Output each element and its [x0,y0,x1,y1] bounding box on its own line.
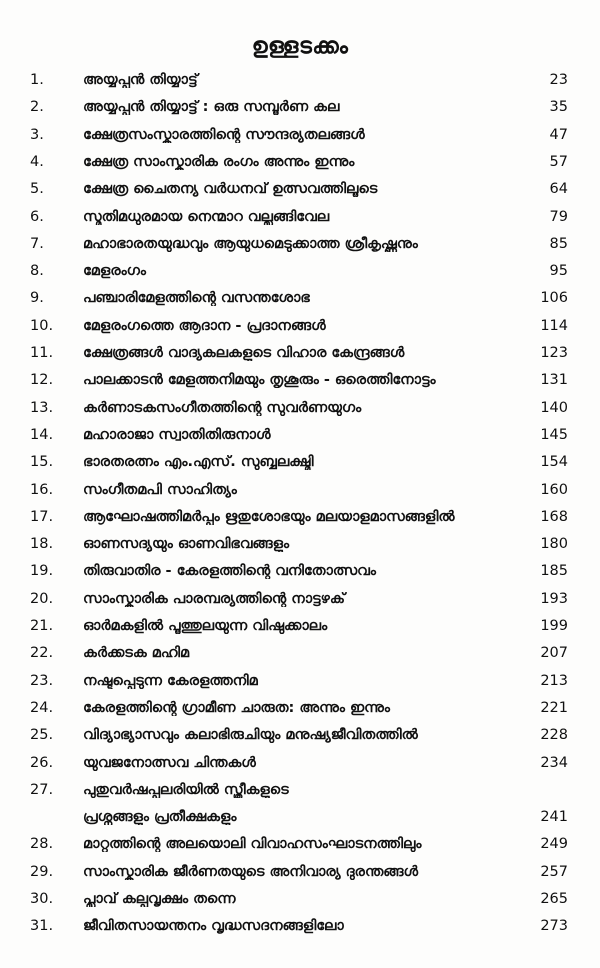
toc-entry-title: സാംസ്കാരിക പാരമ്പര്യത്തിന്റെ നാട്ടഴക് [83,590,345,607]
toc-entry-title: കർക്കടക മഹിമ [83,645,190,662]
toc-entry-page-number: 221 [540,699,568,716]
toc-entry-page-number: 95 [549,263,568,280]
toc-entry-number: 11. [30,345,54,361]
toc-entry-page-number: 160 [540,481,568,498]
toc-entry [0,673,600,700]
toc-entry-page-number: 168 [540,508,568,525]
toc-entry-title: കർണാടകസംഗീതത്തിന്റെ സുവർണയുഗം [83,399,362,416]
toc-entry-title: ആഘോഷത്തിമർപ്പും ഋതുശോഭയും മലയാളമാസങ്ങളിൽ [83,508,455,525]
toc-entry-title: മഹാരാജാ സ്വാതിതിരുനാൾ [83,426,271,443]
toc-entry-number: 24. [30,699,54,716]
toc-entry [0,700,600,727]
toc-entry [0,263,600,290]
toc-entry-number: 4. [30,153,44,170]
toc-entry-number: 20. [30,590,54,607]
toc-entry [0,591,600,618]
toc-entry-page-number: 228 [540,727,568,744]
toc-entry-page-number: 257 [540,863,568,880]
toc-entry-page-number: 265 [540,891,568,907]
toc-entry-page-number: 199 [540,618,568,634]
toc-entry-number: 16. [30,481,54,498]
toc-entry-title-continued: പ്രശ്നങ്ങളും പ്രതീക്ഷകളും [83,809,237,826]
toc-entry-page-number: 234 [540,754,568,771]
toc-entry-number: 3. [30,126,44,143]
toc-entry-number: 29. [30,863,54,880]
toc-entry-title: പുതുവർഷപ്പുലരിയിൽ സ്ത്രീകളുടെ [83,781,289,798]
toc-entry [0,755,600,782]
toc-entry-number: 5. [30,181,44,198]
toc-entry [0,318,600,345]
toc-entry-title: സംഗീതമപി സാഹിത്യം [83,481,237,498]
toc-entry-number: 28. [30,836,54,853]
toc-entry-page-number: 47 [549,126,568,143]
toc-entry-page-number: 64 [549,181,568,198]
toc-entry-number: 10. [30,317,54,334]
toc-entry-page-number: 35 [549,99,568,116]
toc-entry-number: 21. [30,618,54,634]
toc-entry-title: അയ്യപ്പൻ തിയ്യാട്ട് : ഒരു സമ്പൂർണ കല [83,99,340,116]
toc-entry-title: തിരുവാതിര - കേരളത്തിന്റെ വനിതോത്സവം [83,563,376,580]
toc-entry-title: ഓർമകളിൽ പൂത്തുലയുന്ന വിഷുക്കാലം [83,618,328,634]
toc-entry-page-number: 79 [549,208,568,225]
toc-entry-number: 8. [30,263,44,280]
toc-entry-title: അയ്യപ്പൻ തിയ്യാട്ട് [83,72,198,88]
toc-entry-title: ക്ഷേത്ര ചൈതന്യ വർധനവ് ഉത്സവത്തിലൂടെ [83,181,378,198]
toc-entry [0,427,600,454]
toc-entry-title: പ്ലാവ് കല്പവൃക്ഷം തന്നെ [83,891,236,907]
toc-entry-number: 13. [30,399,54,416]
toc-entry-title: മഹാഭാരതയുദ്ധവും ആയുധമെടുക്കാത്ത ശ്രീകൃഷ്ണനും [83,235,418,252]
toc-entry-title: സാംസ്കാരിക ജീർണതയുടെ അനിവാര്യ ദുരന്തങ്ങൾ [83,863,419,880]
toc-entry-number: 31. [30,918,54,935]
toc-entry [0,209,600,236]
toc-entry [0,618,600,645]
toc-entry-title: ഓണസദ്യയും ഓണവിഭവങ്ങളും [83,536,290,553]
toc-entry [0,536,600,563]
toc-entry-page-number: 123 [540,345,568,361]
toc-entry [0,345,600,372]
toc-entry [0,864,600,891]
toc-entry-number: 30. [30,891,54,907]
toc-entry-page-number: 193 [540,590,568,607]
toc-entry-number: 18. [30,536,54,553]
toc-entry [0,400,600,427]
toc-entry-number: 2. [30,99,44,116]
toc-entry-page-number: 185 [540,563,568,580]
toc-entry [0,727,600,754]
toc-entry [0,891,600,918]
toc-entry [0,482,600,509]
page-title: ഉള്ളടക്കം [251,34,349,59]
toc-entry-title: പാലക്കാടൻ മേളത്തനിമയും തൃശൂരും - ഒരെത്തിനോട്ടം [83,372,436,389]
toc-entry [0,918,600,945]
toc-entry [0,645,600,672]
toc-entry-page-number: 106 [540,290,568,307]
toc-entry-number: 17. [30,508,54,525]
toc-entry-page-number: 140 [540,399,568,416]
toc-entry-title: മേളരംഗം [83,263,146,280]
toc-entry-title: ക്ഷേത്രസംസ്കാരത്തിന്റെ സൗന്ദര്യതലങ്ങൾ [83,126,365,143]
toc-entry [0,509,600,536]
toc-entry-page-number: 145 [540,426,568,443]
toc-entry-page-number: 85 [549,235,568,252]
toc-entry-title: യുവജനോത്സവ ചിന്തകൾ [83,754,256,771]
toc-entry-title: മേളരംഗത്തെ ആദാന - പ്രദാനങ്ങൾ [83,317,326,334]
toc-entry-title: മാറ്റത്തിന്റെ അലയൊലി വിവാഹസംഘാടനത്തിലും [83,836,422,853]
toc-entry-number: 6. [30,208,44,225]
toc-entry-number: 15. [30,454,54,471]
toc-entry-title: കേരളത്തിന്റെ ഗ്രാമീണ ചാരുത: അന്നും ഇന്നും [83,699,390,716]
toc-entry-page-number: 207 [540,645,568,662]
toc-entry-number: 12. [30,372,54,389]
toc-entry-title: പഞ്ചാരിമേളത്തിന്റെ വസന്തശോഭ [83,290,310,307]
toc-entry-title: ജീവിതസായന്തനം വൃദ്ധസദനങ്ങളിലോ [83,918,344,935]
toc-entry-page-number: 249 [540,836,568,853]
toc-entry [0,290,600,317]
toc-entry-title: ക്ഷേത്രങ്ങൾ വാദ്യകലകളുടെ വിഹാര കേന്ദ്രങ്ങൾ [83,345,405,361]
toc-entry [0,127,600,154]
toc-entry [0,72,600,99]
toc-entry-title: സ്മൃതിമധുരമായ നെന്മാറ വല്ലങ്ങിവേല [83,208,330,225]
toc-entry-page-number: 114 [540,317,568,334]
toc-entry-page-number: 154 [540,454,568,471]
toc-entry-number: 9. [30,290,44,307]
toc-entry-page-number: 131 [540,372,568,389]
toc-entry-number: 25. [30,727,54,744]
toc-entry-page-number: 180 [540,536,568,553]
toc-entry [0,836,600,863]
toc-entry-number: 14. [30,426,54,443]
toc-entry [0,99,600,126]
toc-entry-page-number: 213 [540,672,568,689]
toc-entry [0,372,600,399]
toc-entry-number: 7. [30,235,44,252]
toc-entry-title: നഷ്ടപ്പെടുന്ന കേരളത്തനിമ [83,672,258,689]
toc-entry [0,454,600,481]
toc-entry-page-number: 241 [540,809,568,826]
toc-entry-title: വിദ്യാഭ്യാസവും കലാഭിരുചിയും മനുഷ്യജീവിതത്തിൽ [83,727,418,744]
toc-entry-number: 22. [30,645,54,662]
toc-entry-number: 1. [30,72,44,88]
toc-entry [0,154,600,181]
toc-entry [0,781,600,826]
toc-entry-title: ക്ഷേത്ര സാംസ്കാരിക രംഗം അന്നും ഇന്നും [83,153,355,170]
toc-entry-number: 27. [30,781,54,798]
toc-entry-number: 23. [30,672,54,689]
toc-entry-number: 26. [30,754,54,771]
toc-entry [0,236,600,263]
toc-entry-page-number: 57 [549,153,568,170]
toc-entry-page-number: 23 [549,72,568,88]
toc-entry [0,181,600,208]
toc-entry-page-number: 273 [540,918,568,935]
toc-entry-number: 19. [30,563,54,580]
toc-entry [0,563,600,590]
toc-entry-title: ഭാരതരത്നം എം.എസ്. സുബ്ബലക്ഷ്മി [83,454,314,471]
